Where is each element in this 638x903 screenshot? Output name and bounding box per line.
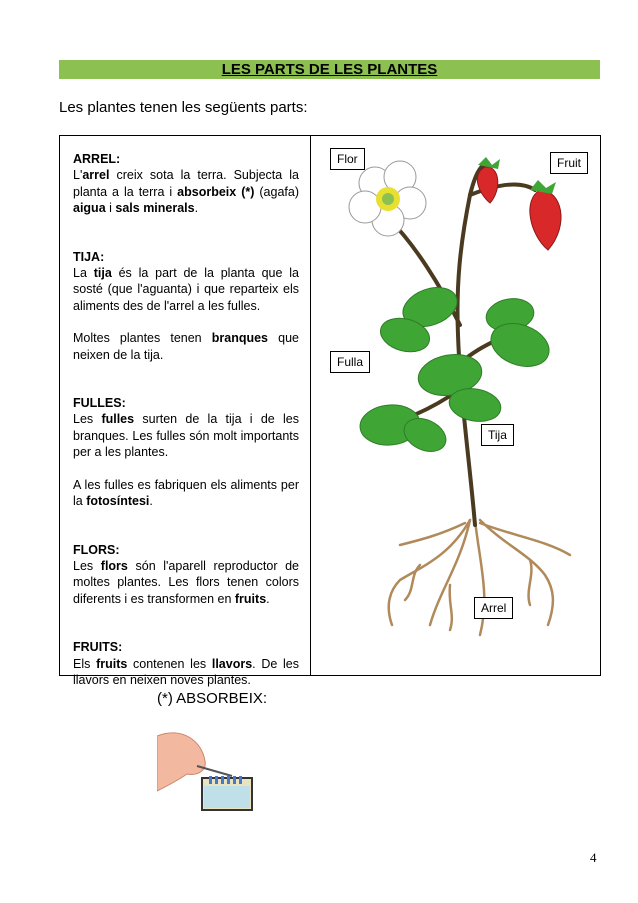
section-title: TIJA: (73, 249, 105, 264)
text: . (194, 201, 199, 216)
bold-term: sals minerals (115, 201, 195, 216)
section-title: FULLES: (73, 396, 126, 411)
section-text (73, 656, 299, 689)
fruits (477, 167, 561, 250)
bold-term: branques (211, 331, 269, 346)
text: Les (73, 412, 102, 427)
flower (349, 161, 426, 236)
bold-term: fruits (234, 591, 267, 606)
text: . De les llavors en neixen noves plantes. (73, 656, 299, 687)
bold-term: tija (93, 266, 112, 281)
section-text (73, 411, 299, 460)
section-text (73, 265, 299, 314)
title-bar (59, 60, 600, 79)
text: que neixen de la tija. (73, 331, 299, 362)
section-flors (73, 542, 299, 608)
label-arrel: Arrel (474, 597, 513, 619)
section-tija (73, 249, 299, 363)
section-arrel (73, 151, 299, 217)
text: Les (73, 558, 101, 573)
section-title: ARREL: (73, 152, 121, 166)
column-divider (310, 135, 311, 675)
text: La (73, 266, 94, 281)
text-column (73, 151, 299, 688)
text: L' (73, 168, 83, 183)
text: Moltes plantes tenen (73, 331, 212, 346)
bold-term: fulles (101, 412, 135, 427)
text: i (105, 201, 116, 216)
text: són l'aparell reproductor de moltes plantes. Les flors tenen colors diferents i es transformen en (73, 558, 299, 606)
label-fulla: Fulla (330, 351, 370, 373)
bold-term: flors (100, 558, 128, 573)
section-title: FLORS: (73, 542, 120, 557)
strawberry-plant-illustration (330, 135, 600, 674)
bold-term: fruits (96, 656, 128, 671)
intro-text: Les plantes tenen les següents parts: (59, 99, 308, 116)
text: . (266, 591, 270, 606)
bold-term: arrel (82, 168, 110, 183)
section-fulles (73, 395, 299, 509)
text: A les fulles es fabriquen els aliments per la (73, 477, 299, 509)
section-text (73, 330, 299, 363)
page-title: LES PARTS DE LES PLANTES (221, 61, 438, 78)
label-flor: Flor (330, 148, 365, 170)
section-fruits (73, 639, 299, 688)
absorb-illustration (157, 726, 257, 816)
text: Els (73, 656, 97, 671)
page-number: 4 (590, 850, 597, 865)
footnote: (*) ABSORBEIX: (157, 690, 268, 707)
section-text (73, 477, 299, 510)
text: . (149, 494, 153, 509)
section-text (73, 167, 299, 216)
section-title: FRUITS: (73, 640, 123, 655)
text: surten de la tija i de les branques. Les fulles són molt importants per a les plantes. (73, 412, 299, 460)
section-text (73, 558, 299, 607)
bold-term: absorbeix (*) (177, 184, 255, 199)
label-fruit: Fruit (550, 152, 588, 174)
text: contenen les (127, 656, 212, 671)
bold-term: llavors (211, 656, 253, 671)
text: (agafa) (254, 184, 299, 199)
label-tija: Tija (481, 424, 514, 446)
bold-term: fotosíntesi (86, 494, 150, 509)
text: creix sota la terra. Subjecta la planta a la terra i (73, 168, 299, 199)
bold-term: aigua (73, 201, 106, 216)
text: és la part de la planta que la sosté (que l'aguanta) i que reparteix els aliments des de l'arrel a les fulles. (73, 266, 299, 313)
